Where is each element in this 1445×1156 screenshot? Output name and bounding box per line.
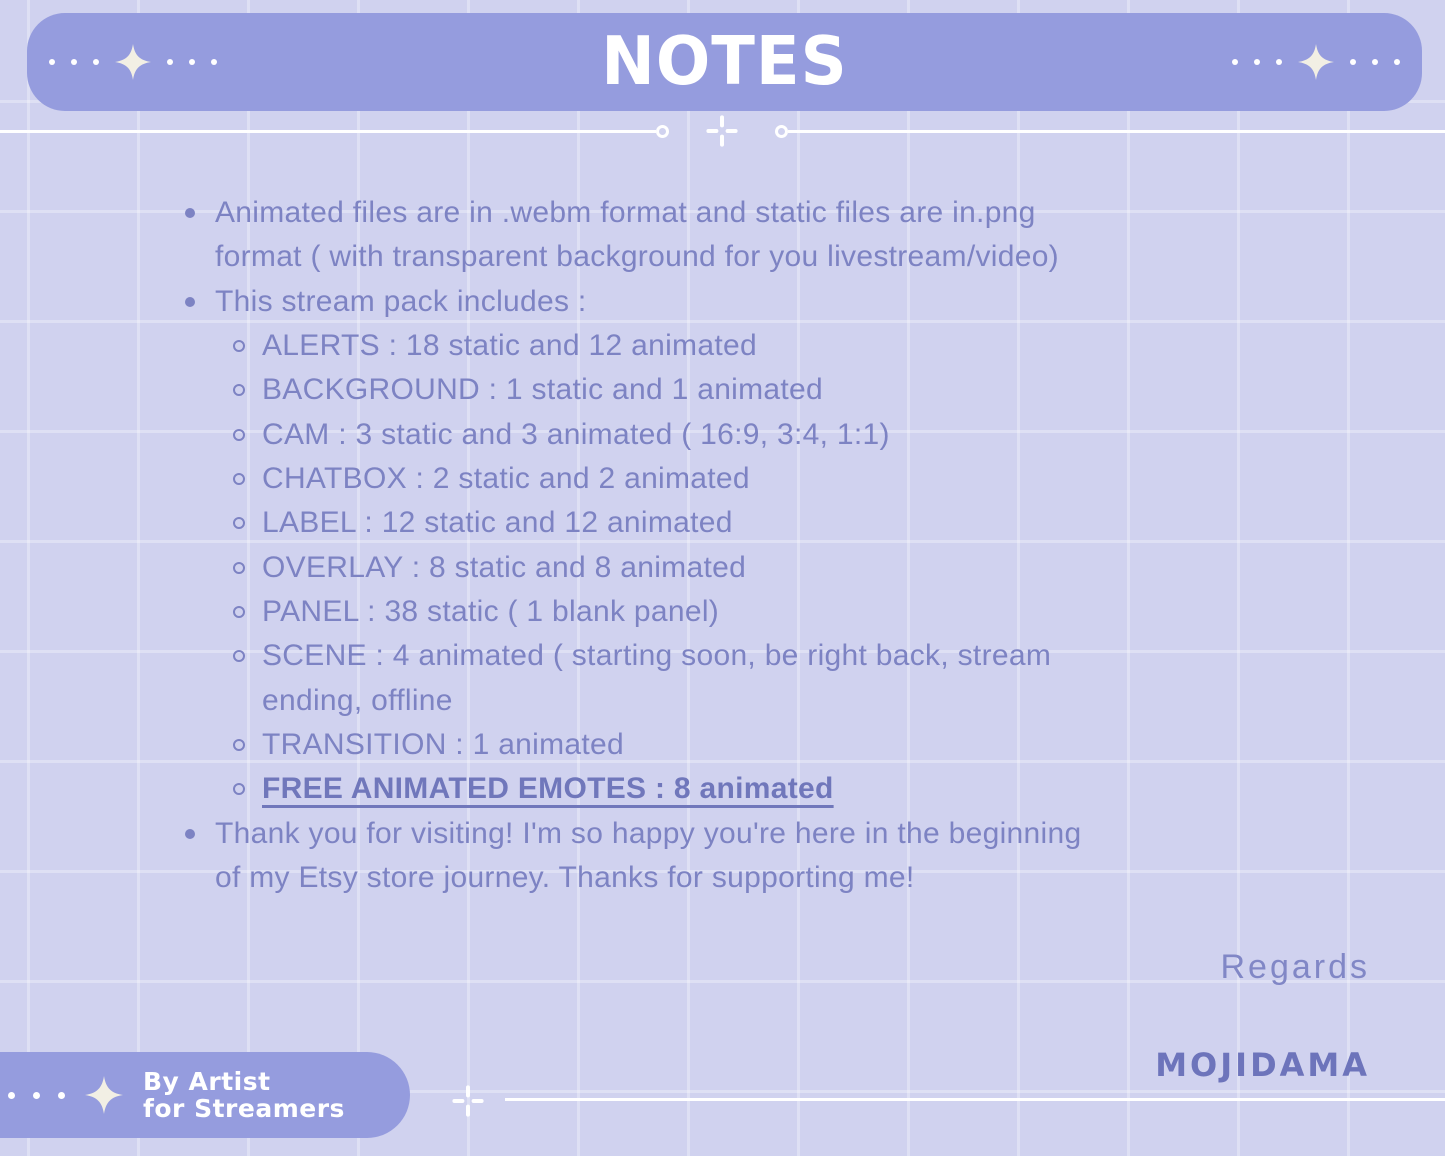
circle-bullet-icon [233, 562, 245, 574]
note-text: of my Etsy store journey. Thanks for supporting me! [215, 861, 915, 895]
sparkle-icon [115, 42, 151, 82]
note-row [180, 679, 1310, 723]
dot-icon [33, 1092, 40, 1099]
badge-text [143, 1068, 345, 1122]
note-row [180, 235, 1310, 279]
note-text: Thank you for visiting! I'm so happy you're here in the beginning [215, 816, 1082, 850]
circle-bullet-icon [233, 783, 245, 795]
header-banner [27, 13, 1422, 111]
dots-decoration [167, 59, 217, 65]
note-row [180, 324, 1310, 368]
bullet-icon [185, 208, 195, 218]
bullet-icon [185, 297, 195, 307]
dot-icon [58, 1092, 65, 1099]
circle-bullet-icon [233, 739, 245, 751]
note-row [180, 634, 1310, 678]
note-text: TRANSITION : 1 animated [262, 728, 625, 762]
dot-icon [93, 59, 99, 65]
note-row [180, 413, 1310, 457]
circle-bullet-icon [233, 429, 245, 441]
ring-icon [775, 125, 788, 138]
notes-list [180, 191, 1310, 900]
note-row [180, 191, 1310, 235]
header-right-decoration [1232, 42, 1400, 82]
note-text: SCENE : 4 animated ( starting soon, be right back, stream [262, 639, 1052, 673]
divider-line-left [0, 130, 656, 133]
ring-icon [656, 125, 669, 138]
dots-decoration [1350, 59, 1400, 65]
dot-icon [49, 59, 55, 65]
artist-badge [0, 1052, 410, 1138]
sparkle-icon [85, 1073, 123, 1117]
note-text: Animated files are in .webm format and static files are in.png [215, 196, 1036, 230]
circle-bullet-icon [233, 650, 245, 662]
note-text: FREE ANIMATED EMOTES : 8 animated [262, 772, 834, 806]
dot-icon [189, 59, 195, 65]
note-row [180, 812, 1310, 856]
cross-sparkle-icon [452, 1085, 484, 1117]
note-row [180, 723, 1310, 767]
dot-icon [1232, 59, 1238, 65]
circle-bullet-icon [233, 517, 245, 529]
cross-sparkle-icon [706, 115, 738, 147]
note-text: BACKGROUND : 1 static and 1 animated [262, 373, 824, 407]
dot-icon [1276, 59, 1282, 65]
note-text: ALERTS : 18 static and 12 animated [262, 329, 757, 363]
note-row [180, 856, 1310, 900]
dot-icon [1394, 59, 1400, 65]
note-row [180, 546, 1310, 590]
author-name: MOJIDAMA [1155, 1046, 1370, 1084]
note-text: LABEL : 12 static and 12 animated [262, 506, 733, 540]
dots-decoration [49, 59, 99, 65]
note-text: CAM : 3 static and 3 animated ( 16:9, 3:4, 1:1) [262, 417, 890, 451]
circle-bullet-icon [233, 384, 245, 396]
circle-bullet-icon [233, 340, 245, 352]
dot-icon [8, 1092, 15, 1099]
header-left-decoration [49, 42, 217, 82]
dot-icon [1350, 59, 1356, 65]
badge-line-1: By Artist [143, 1067, 271, 1096]
note-text: CHATBOX : 2 static and 2 animated [262, 462, 750, 496]
dots-decoration [1232, 59, 1282, 65]
circle-bullet-icon [233, 473, 245, 485]
note-text: OVERLAY : 8 static and 8 animated [262, 550, 747, 584]
note-row [180, 368, 1310, 412]
dot-icon [1372, 59, 1378, 65]
note-text: This stream pack includes : [215, 284, 587, 318]
note-row [180, 501, 1310, 545]
dot-icon [1254, 59, 1260, 65]
dots-decoration [8, 1092, 65, 1099]
sparkle-icon [1298, 42, 1334, 82]
dot-icon [167, 59, 173, 65]
bottom-divider-line [505, 1098, 1445, 1101]
dot-icon [211, 59, 217, 65]
note-row [180, 280, 1310, 324]
bullet-icon [185, 829, 195, 839]
badge-line-2: for Streamers [143, 1094, 345, 1123]
divider-line-right [788, 130, 1445, 133]
note-row-free-emotes [180, 767, 1310, 811]
note-row [180, 590, 1310, 634]
regards-text: Regards [1220, 948, 1370, 986]
note-text: ending, offline [262, 683, 453, 717]
note-text: format ( with transparent background for you livestream/video) [215, 240, 1059, 274]
note-row [180, 457, 1310, 501]
note-text: PANEL : 38 static ( 1 blank panel) [262, 595, 720, 629]
dot-icon [71, 59, 77, 65]
circle-bullet-icon [233, 606, 245, 618]
page-title: NOTES [601, 23, 848, 101]
